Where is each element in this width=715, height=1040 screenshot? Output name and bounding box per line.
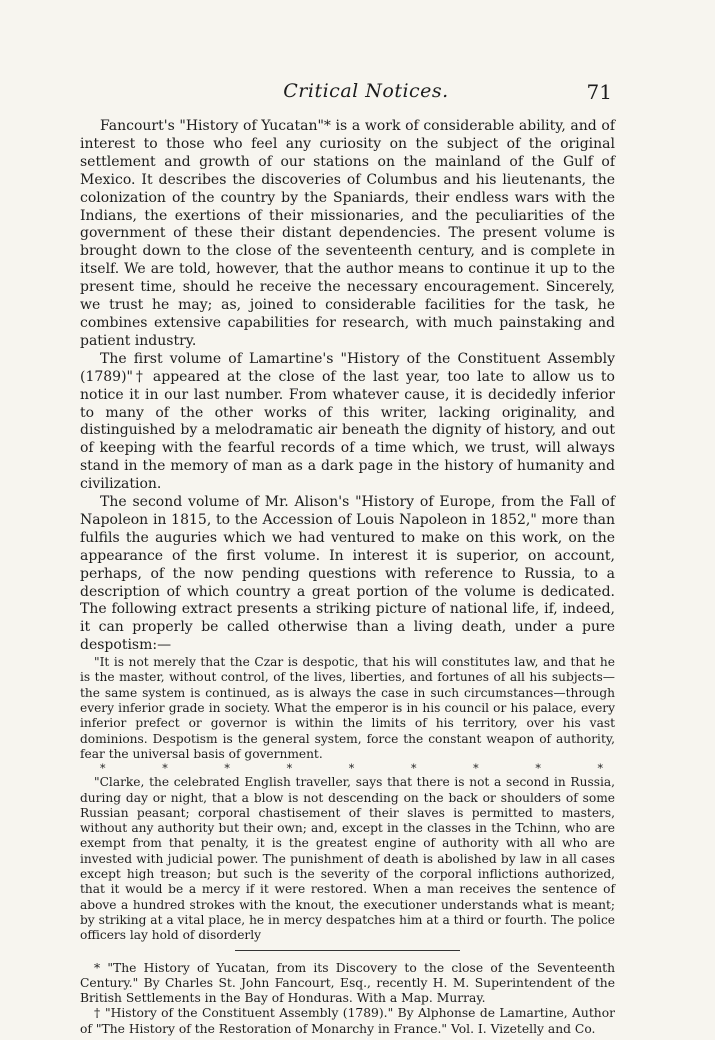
footnote-lamartine: † "History of the Constituent Assembly (1789)." By Alphonse de Lamartine, Author of "The History of the Restoration of Monarchy in France." Vol. I. Vizetelly and Co. [80,1006,615,1036]
asterism-star: * [348,762,355,776]
footnote-yucatan: * "The History of Yucatan, from its Discovery to the close of the Seventeenth Century." By Charles St. John Fancourt, Esq., recently H. M. Superintendent of the British Settlements in the Bay of Honduras. With a Map. Murray. [80,960,615,1006]
quote-czar: "It is not merely that the Czar is despotic, that his will constitutes law, and that he is the master, without control, of the lives, liberties, and fortunes of all his subjects—the same system is continued, as is always the case in such circumstances—through every inferior grade in society. What the emperor is in his council or his palace, every inferior prefect or governor is within the limits of his territory, over his vast dominions. Despotism is the general system, force the constant weapon of authority, fear the universal basis of government. [80,655,615,761]
running-title: Critical Notices. [283,80,449,102]
page-header [120,80,612,108]
asterism-star: * [535,762,541,776]
paragraph-yucatan: Fancourt's "History of Yucatan"* is a work of considerable ability, and of interest to those who feel any curiosity on the subject of the original settlement and growth of our stations on the mainland of the Gulf of Mexico. It describes the discoveries of Columbus and his lieutenants, the colonization of the country by the Spaniards, their endless wars with the Indians, the exertions of their missionaries, and the peculiarities of the government of these their distant dependencies. The present volume is brought down to the close of the seventeenth century, and is complete in itself. We are told, however, that the author means to continue it up to the present time, should he receive the necessary encouragement. Sincerely, we trust he may; as, joined to considerable facilities for the task, he combines extensive capabilities for research, with much painstaking and patient industry. [80,118,615,349]
asterism-divider [80,762,615,775]
page-number: 71 [586,80,612,104]
paragraph-alison: The second volume of Mr. Alison's "History of Europe, from the Fall of Napoleon in 1815, to the Accession of Louis Napoleon in 1852," more than fulfils the auguries which we had ventured to make on this work, on the appearance of the first volume. In interest it is superior, on account, perhaps, of the now pending questions with reference to Russia, to a description of which country a great portion of the volume is dedicated. The following extract presents a striking picture of national life, if, indeed, it can properly be called otherwise than a living death, under a pure despotism:— [80,494,615,654]
footnote-rule [235,950,460,951]
asterism-star: * [162,762,168,776]
quote-clarke: "Clarke, the celebrated English traveller, says that there is not a second in Russia, during day or night, that a blow is not descending on the back or shoulders of some Russian peasant; corporal chastisement of their slaves is permitted to masters, without any authority but their own; and, except in the classes in the Tchinn, who are exempt from that penalty, it is the greatest engine of authority with all who are invested with judicial power. The punishment of death is abolished by law in all cases except high treason; but such is the severity of the corporal inflictions authorized, that it would be a mercy if it were restored. When a man receives the sentence of above a hundred strokes with the knout, the executioner understands what is meant; by striking at a vital place, he in mercy despatches him at a third or fourth. The police officers lay hold of disorderly [80,775,615,943]
asterism-star: * [100,762,106,776]
asterism-star: * [597,762,603,776]
asterism-star: * [473,762,479,776]
asterism-star: * [410,762,417,776]
asterism-star: * [286,762,293,776]
paragraph-lamartine: The first volume of Lamartine's "History of the Constituent Assembly (1789)"† appeared at the close of the last year, too late to allow us to notice it in our last number. From whatever cause, it is decidedly inferior to many of the other works of this writer, lacking originality, and distinguished by a melodramatic air beneath the dignity of history, and out of keeping with the fearful records of a time which, we trust, will always stand in the memory of man as a dark page in the history of humanity and civilization. [80,350,615,493]
asterism-star: * [224,762,230,776]
page-body [80,118,615,1037]
